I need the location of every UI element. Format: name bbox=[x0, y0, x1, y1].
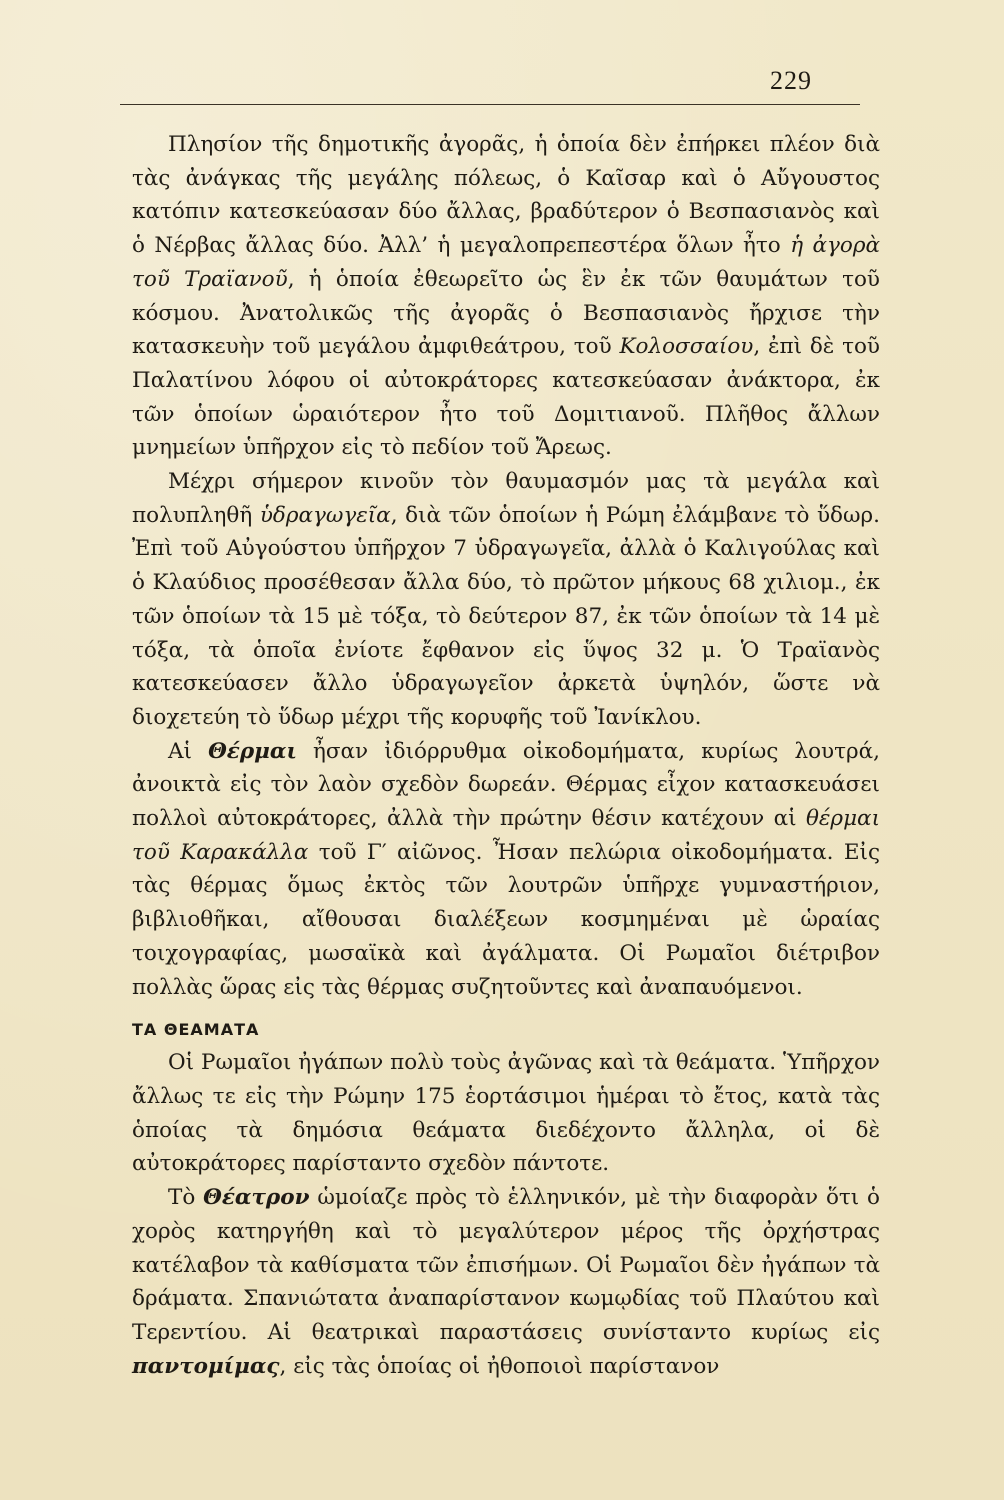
text-run: , διὰ τῶν ὁποίων ἡ Ρώμη ἐλάμβανε τὸ ὕδωρ. Ἐπὶ τοῦ Αὐγούστου ὑπῆρχον 7 ὑδραγωγεῖα, ἀλλὰ ὁ Καλιγούλας καὶ ὁ Κλαύδιος προσέθεσαν ἄλλα δύο, τὸ πρῶτον μήκους 68 χιλιομ., ἐκ τῶν ὁποίων τὰ 15 μὲ τόξα, τὸ δεύτερον 87, ἐκ τῶν ὁποίων τὰ 14 μὲ τόξα, τὰ ὁποῖα ἐνίοτε ἔφθανον εἰς ὕψος 32 μ. Ὁ Τραϊανὸς κατεσκεύασεν ἄλλο ὑδραγωγεῖον ἀρκετὰ ὑψηλόν, ὥστε νὰ διοχετεύη τὸ ὕδωρ μέχρι τῆς κορυφῆς τοῦ Ἰανίκλου. bbox=[132, 502, 880, 730]
key-term: παντομίμας bbox=[132, 1353, 280, 1379]
key-term: Θέρμαι bbox=[208, 738, 297, 764]
text-run: Μέχρι σήμερον κινοῦν τὸν θαυμασμόν μας τὰ μεγάλα καὶ πολυπληθῆ bbox=[132, 469, 880, 528]
emphasized-term: Κολοσσαίου bbox=[619, 334, 754, 360]
text-run: , ἡ ὁποία ἐθεωρεῖτο ὡς ἓν ἐκ τῶν θαυμάτων τοῦ κόσμου. Ἀνατολικῶς τῆς ἀγορᾶς ὁ Βεσπασιανὸς ἤρχισε τὴν κατασκευὴν τοῦ μεγάλου ἀμφιθεάτρου, τοῦ bbox=[132, 266, 880, 360]
paragraph bbox=[132, 465, 880, 735]
header-rule bbox=[120, 104, 860, 105]
emphasized-term: ὑδραγωγεῖα bbox=[259, 502, 391, 528]
body-text bbox=[132, 128, 880, 1383]
page-number: 229 bbox=[770, 66, 812, 95]
text-run: ἦσαν ἰδιόρρυθμα οἰκοδομήματα, κυρίως λουτρά, ἀνοικτὰ εἰς τὸν λαὸν σχεδὸν δωρεάν. Θέρμας εἶχον κατασκευάσει πολλοὶ αὐτοκράτορες, ἀλλὰ τὴν πρώτην θέσιν κατέχουν αἱ bbox=[132, 738, 881, 832]
paragraph bbox=[132, 128, 880, 465]
text-run: Πλησίον τῆς δημοτικῆς ἀγορᾶς, ἡ ὁποία δὲν ἐπήρκει πλέον διὰ τὰς ἀνάγκας τῆς μεγάλης πόλεως, ὁ Καῖσαρ καὶ ὁ Αὔγουστος κατόπιν κατεσκεύασαν δύο ἄλλας, βραδύτερον ὁ Βεσπασιανὸς καὶ ὁ Νέρβας ἄλλας δύο. Ἀλλ’ ἡ μεγαλοπρεπεστέρα ὅλων ἦτο bbox=[132, 132, 880, 259]
text-run: τοῦ Γ′ αἰῶνος. Ἦσαν πελώρια οἰκοδομήματα. Εἰς τὰς θέρμας ὅμως ἐκτὸς τῶν λουτρῶν ὑπῆρχε γυμναστήριον, βιβλιοθῆκαι, αἴθουσαι διαλέξεων κοσμημέναι μὲ ὡραίας τοιχογραφίας, μωσαϊκὰ καὶ ἀγάλματα. Οἱ Ρωμαῖοι διέτριβον πολλὰς ὥρας εἰς τὰς θέρμας συζητοῦντες καὶ ἀναπαυόμενοι. bbox=[132, 839, 881, 1000]
text-run: Οἱ Ρωμαῖοι ἠγάπων πολὺ τοὺς ἀγῶνας καὶ τὰ θεάματα. Ὑπῆρχον ἄλλως τε εἰς τὴν Ρώμην 175 ἑορτάσιμοι ἡμέραι τὸ ἔτος, κατὰ τὰς ὁποίας τὰ δημόσια θεάματα διεδέχοντο ἄλληλα, οἱ δὲ αὐτοκράτορες παρίσταντο σχεδὸν πάντοτε. bbox=[132, 1050, 880, 1177]
emphasized-term: θέρμαι τοῦ Καρακάλλα bbox=[132, 806, 880, 865]
text-run: Τὸ bbox=[168, 1185, 204, 1211]
emphasized-term: ἡ ἀγορὰ τοῦ Τραϊανοῦ bbox=[132, 233, 881, 292]
text-run: ὡμοίαζε πρὸς τὸ ἑλληνικόν, μὲ τὴν διαφορὰν ὅτι ὁ χορὸς κατηργήθη καὶ τὸ μεγαλύτερον μέρος τῆς ὀρχήστρας κατέλαβον τὰ καθίσματα τῶν ἐπισήμων. Οἱ Ρωμαῖοι δὲν ἠγάπων τὰ δράματα. Σπανιώτατα ἀναπαρίστανον κωμῳδίας τοῦ Πλαύτου καὶ Τερεντίου. Αἱ θεατρικαὶ παραστάσεις συνίσταντο κυρίως εἰς bbox=[132, 1185, 880, 1345]
text-run: , εἰς τὰς ὁποίας οἱ ἠθοποιοὶ παρίστανον bbox=[279, 1353, 720, 1379]
section-heading: ΤΑ ΘΕΑΜΑΤΑ bbox=[132, 1020, 260, 1040]
key-term: Θέατρον bbox=[203, 1185, 310, 1211]
text-run: , ἐπὶ δὲ τοῦ Παλατίνου λόφου οἱ αὐτοκράτορες κατεσκεύασαν ἀνάκτορα, ἐκ τῶν ὁποίων ὡραιότερον ἦτο τοῦ Δομιτιανοῦ. Πλῆθος ἄλλων μνημείων ὑπῆρχον εἰς τὸ πεδίον τοῦ Ἄρεως. bbox=[132, 334, 880, 461]
paragraph bbox=[132, 1181, 880, 1383]
text-run: Αἱ bbox=[168, 738, 209, 764]
paragraph bbox=[132, 1046, 880, 1181]
paragraph bbox=[132, 735, 880, 1005]
